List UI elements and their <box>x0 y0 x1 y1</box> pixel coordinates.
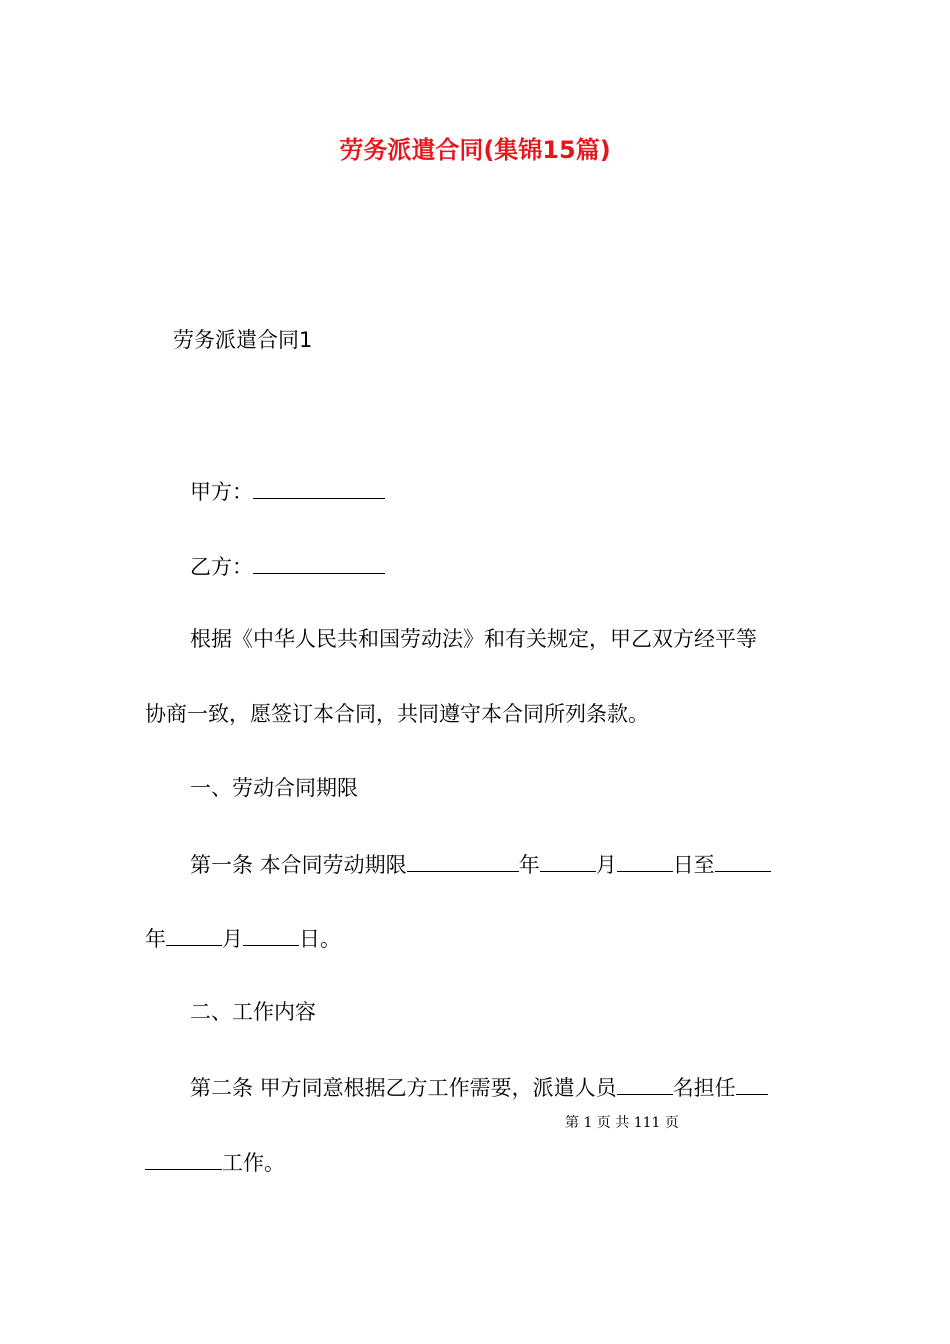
term-blank-2 <box>540 849 596 872</box>
article-2-end: 工作。 <box>222 1151 285 1175</box>
article-2-line-2 <box>145 1147 285 1177</box>
page-footer: 第 1 页 共 111 页 <box>565 1115 679 1131</box>
section-heading: 劳务派遣合同1 <box>173 328 313 352</box>
article-2-prefix: 第二条 甲方同意根据乙方工作需要，派遣人员 <box>190 1076 617 1100</box>
position-blank-b <box>145 1147 222 1170</box>
year-label: 年 <box>518 853 540 877</box>
month-label: 月 <box>595 853 617 877</box>
party-a-line <box>190 476 385 506</box>
party-b-blank <box>253 551 385 574</box>
position-blank-a <box>736 1072 768 1095</box>
day-to-label: 日至 <box>672 853 715 877</box>
year-label-2: 年 <box>145 927 166 951</box>
intro-paragraph-line-1: 根据《中华人民共和国劳动法》和有关规定，甲乙双方经平等 <box>190 627 757 651</box>
document-title: 劳务派遣合同(集锦15篇) <box>339 136 611 164</box>
chapter-2-heading: 二、工作内容 <box>190 1000 316 1024</box>
party-b-label: 乙方： <box>190 555 253 579</box>
party-b-line <box>190 551 385 581</box>
staff-count-blank <box>617 1072 673 1095</box>
party-a-label: 甲方： <box>190 480 253 504</box>
article-1-prefix: 第一条 本合同劳动期限 <box>190 853 407 877</box>
term-blank-3 <box>617 849 673 872</box>
chapter-1-heading: 一、劳动合同期限 <box>190 776 358 800</box>
party-a-blank <box>253 476 385 499</box>
article-1-line-1 <box>190 849 771 879</box>
term-blank-1 <box>407 849 519 872</box>
term-blank-5 <box>166 923 222 946</box>
intro-paragraph-line-2: 协商一致，愿签订本合同，共同遵守本合同所列条款。 <box>145 702 649 726</box>
article-2-mid: 名担任 <box>672 1076 736 1100</box>
month-label-2: 月 <box>222 927 243 951</box>
article-2-line-1 <box>190 1072 768 1102</box>
term-blank-4 <box>715 849 771 872</box>
day-end-label: 日。 <box>299 927 341 951</box>
term-blank-6 <box>243 923 299 946</box>
article-1-line-2 <box>145 923 341 953</box>
